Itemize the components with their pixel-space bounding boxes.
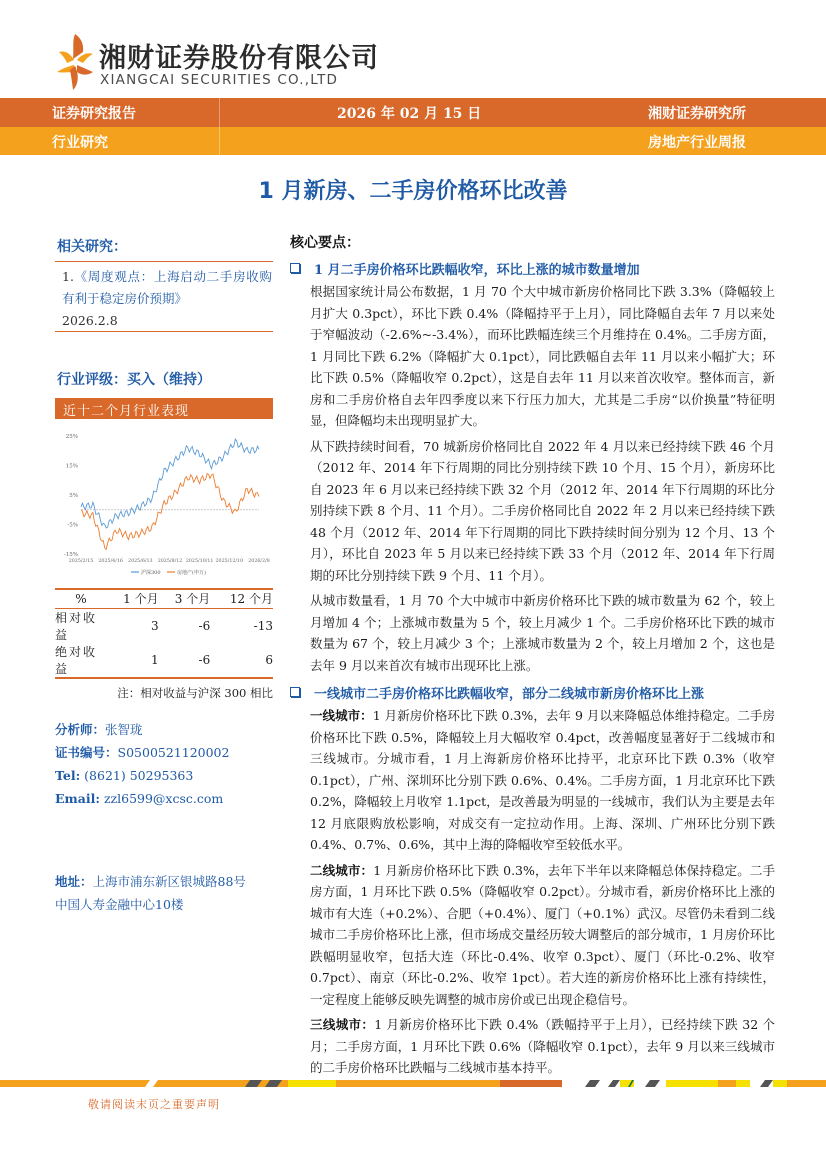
section-heading	[288, 682, 808, 702]
paragraph-lead: 三线城市：	[310, 1017, 375, 1032]
x-tick-label: 2025/10/11	[185, 559, 214, 564]
tel-label: Tel:	[55, 768, 81, 783]
legend-label: 房地产(申万)	[177, 570, 206, 576]
company-logo-icon	[55, 32, 95, 92]
address-line2: 中国人寿金融中心10楼	[55, 897, 184, 912]
series-line-1	[81, 474, 259, 550]
cert-label: 证书编号：	[55, 745, 118, 760]
x-tick-label: 2025/8/12	[157, 559, 183, 564]
legend-label: 沪深300	[141, 570, 161, 576]
y-tick-label: -5%	[67, 522, 78, 529]
paragraph	[310, 860, 775, 1011]
analyst-name: 张智珑	[105, 722, 143, 737]
related-item-title[interactable]: 《周度观点：上海启动二手房收购有利于稳定房价预期》	[62, 269, 272, 306]
analyst-label: 分析师：	[55, 722, 106, 737]
address-line1: 上海市浦东新区银城路88号	[92, 874, 246, 889]
report-title: 1 月新房、二手房价格环比改善	[258, 179, 568, 204]
section-heading	[288, 258, 808, 278]
address-info	[55, 870, 275, 916]
related-item-date: 2026.2.8	[62, 313, 118, 328]
header-divider	[219, 98, 220, 127]
divider	[55, 261, 273, 262]
related-item-number: 1.	[62, 269, 74, 284]
research-institute: 湘财证券研究所	[648, 106, 746, 122]
tel-number: (8621) 50295363	[84, 768, 194, 783]
main-content	[288, 232, 808, 1079]
table-header: %	[75, 591, 87, 606]
analyst-info	[55, 718, 229, 810]
report-category: 行业研究	[52, 135, 108, 151]
table-cell: -6	[198, 652, 211, 667]
paragraph-lead: 一线城市：	[310, 708, 373, 723]
table-header: 12 个月	[229, 592, 273, 607]
x-tick-label: 2026/2/8	[248, 559, 270, 564]
table-cell: -13	[253, 618, 273, 633]
paragraph-lead: 二线城市：	[310, 862, 374, 878]
cert-number: S0500521120002	[117, 745, 230, 760]
paragraph: 从城市数量看，1 月 70 个大中城市中新房价格环比下跌的城市数量为 62 个，较上月增加 4 个；上涨城市数量为 5 个，较上月减少 1 个。二手房价格环比下跌的城市数量为 67 个，较上月减少 3 个；上涨城市数量为 2 个，较上月增加 2 个，这也是去年 9 月以来首次有城市出现环比上涨。	[310, 593, 775, 673]
chart-title: 近十二个月行业表现	[55, 398, 273, 419]
table-cell: 6	[265, 652, 273, 667]
report-date: 2026 年 02 月 15 日	[337, 106, 482, 122]
paragraph	[310, 705, 775, 856]
y-tick-label: 15%	[65, 463, 78, 470]
table-row	[55, 643, 273, 678]
report-type: 证券研究报告	[52, 106, 136, 122]
paragraph: 从下跌持续时间看，70 城新房价格同比自 2022 年 4 月以来已经持续下跌 46 个月（2012 年、2014 年下行周期的同比分别持续下跌 10 个月、15 个月），新房环比自 2023 年 6 月以来已经持续下跌 32 个月（2012 年、2014 年下行周期的环比分别持续下跌 8 个月、11 个月）。二手房价格同比自 2022 年 2 月以来已经持续下跌 48 个月（2012 年、2014 年下行周期的同比下跌持续时间分别为 12 个月、13 个月），环比自 2023 年 5 月以来已经持续下跌 33 个月（2012 年、2014 年下行周期的环比分别持续下跌 9 个月、11 个月）。	[310, 438, 775, 583]
x-tick-label: 2025/6/13	[128, 559, 153, 564]
table-cell: 3	[150, 618, 159, 633]
company-logo	[55, 30, 379, 94]
related-research-item[interactable]	[62, 266, 272, 332]
divider	[55, 331, 273, 332]
table-cell: 1	[150, 652, 159, 667]
paragraph	[310, 1014, 775, 1079]
header-bar-primary	[0, 98, 826, 127]
paragraph-body: 1 月新房价格环比下跌 0.3%，去年 9 月以来降幅总体维持稳定。二手房价格环比下跌 0.5%，降幅较上月大幅收窄 0.4pct，改善幅度显著好于二线城市和三线城市。分城市看，1 月上海新房价格环比持平，北京环比下跌 0.3%（收窄 0.1pct），广州、深圳环比分别下跌 0.6%、0.4%。二手房方面，1 月北京环比下跌 0.2%，降幅较上月收窄 1.1pct，是改善最为明显的一线城市，我们认为主要是去年 12 月底限购放松影响，对成交有一定拉动作用。上海、深圳、广州环比分别下跌 0.4%、0.7%、0.6%，其中上海的降幅收窄至较低水平。	[310, 708, 775, 852]
checkbox-bullet-icon	[290, 263, 300, 273]
footer-stripe	[0, 1080, 826, 1087]
performance-chart-svg	[55, 422, 273, 582]
key-points-heading: 核心要点：	[290, 235, 360, 251]
y-tick-label: 25%	[65, 434, 78, 440]
table-header: 3 个月	[174, 592, 211, 607]
x-tick-label: 2025/4/16	[98, 559, 123, 564]
series-line-0	[81, 439, 259, 528]
performance-table	[55, 588, 273, 679]
header-divider	[219, 127, 220, 155]
x-tick-label: 2025/12/10	[215, 559, 244, 564]
y-tick-label: -15%	[63, 552, 78, 558]
company-name-cn: 湘财证券股份有限公司	[99, 43, 379, 74]
report-series: 房地产行业周报	[648, 135, 746, 151]
address-label: 地址：	[55, 874, 93, 889]
email-label: Email:	[55, 791, 100, 806]
industry-rating: 行业评级：买入（维持）	[57, 372, 211, 388]
table-header-row	[55, 589, 273, 608]
email-address[interactable]: zzl6599@xcsc.com	[103, 791, 224, 806]
paragraph-body: 1 月新房价格环比下跌 0.4%（跌幅持平于上月），已经持续下跌 32 个月；二手房方面，1 月环比下跌 0.6%（降幅收窄 0.1pct），去年 9 月以来三线城市的二手房价格环比跌幅与二线城市基本持平。	[310, 1017, 775, 1075]
section-title: 1 月二手房价格环比跌幅收窄，环比上涨的城市数量增加	[314, 262, 640, 278]
row-label: 绝对收益	[55, 644, 98, 676]
table-cell: -6	[198, 618, 211, 633]
table-header: 1 个月	[123, 592, 159, 607]
x-tick-label: 2025/2/15	[68, 559, 94, 564]
paragraph-body: 1 月新房价格环比下跌 0.3%，去年下半年以来降幅总体保持稳定。二手房方面，1 月环比下跌 0.5%（降幅收窄 0.2pct）。分城市看，新房价格环比上涨的城市有大连（+0.2%）、合肥（+0.4%）、厦门（+0.1%）武汉。尽管仍未看到二线城市二手房价格环比上涨，但市场成交量经历较大调整后的部分城市，1 月房价环比跌幅明显收窄，包括大连（环比-0.4%、收窄 0.3pct）、厦门（环比-0.2%、收窄 0.7pct）、南京（环比-0.2%、收窄 1pct）。若大连的新房价格环比上涨有持续性，一定程度上能够反映先调整的城市房价或已出现企稳信号。	[310, 862, 775, 1007]
related-research-heading: 相关研究：	[57, 239, 127, 255]
section-title: 一线城市二手房价格环比跌幅收窄，部分二线城市新房价格环比上涨	[314, 686, 705, 702]
performance-table-block	[55, 588, 273, 701]
header-bar-secondary	[0, 127, 826, 155]
paragraph: 根据国家统计局公布数据，1 月 70 个大中城市新房价格同比下跌 3.3%（降幅较上月扩大 0.3pct），环比下跌 0.4%（降幅持平于上月），同比降幅自去年 7 月以来处于窄幅波动（-2.6%~-3.4%），而环比跌幅连续三个月维持在 0.4%。二手房方面，1 月同比下跌 6.2%（降幅扩大 0.1pct），同比跌幅自去年 11 月以来小幅扩大；环比下跌 0.5%（降幅收窄 0.2pct），这是自去年 11 月以来首次收窄。整体而言，新房和二手房价格自去年四季度以来下行压力加大，尤其是二手房“以价换量”特征明显，但降幅均未出现明显扩大。	[310, 284, 775, 428]
y-tick-label: 5%	[69, 493, 78, 499]
footer-disclaimer: 敬请阅读末页之重要声明	[88, 1098, 220, 1111]
table-row	[55, 608, 273, 643]
checkbox-bullet-icon	[290, 687, 300, 697]
industry-performance-chart	[55, 422, 273, 582]
row-label: 相对收益	[55, 610, 98, 642]
company-name-en: XIANGCAI SECURITIES CO.,LTD	[100, 72, 339, 88]
table-note: 注：相对收益与沪深 300 相比	[117, 685, 273, 700]
